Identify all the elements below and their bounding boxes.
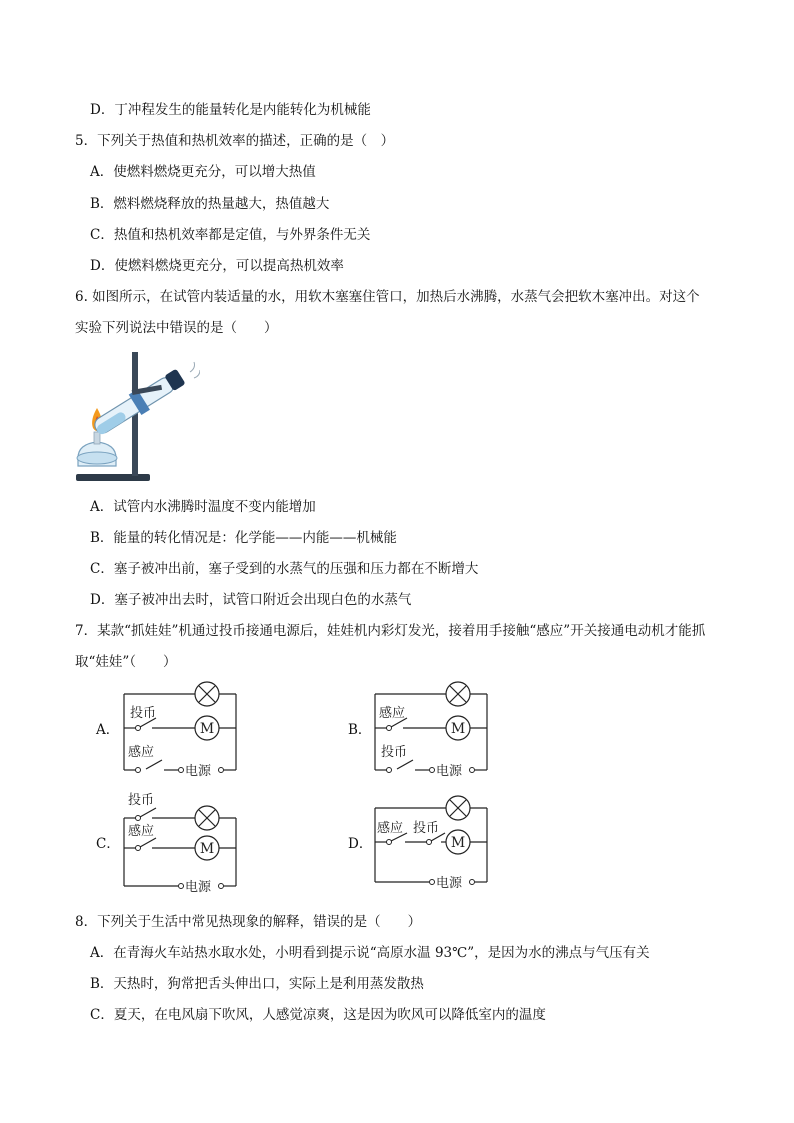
motor-symbol: M bbox=[199, 721, 215, 737]
q8-option-a: A．在青海火车站热水取水处，小明看到提示说“高原水温 93℃”，是因为水的沸点与气压有关 bbox=[90, 945, 650, 961]
q8-option-b: B．天热时，狗常把舌头伸出口，实际上是利用蒸发散热 bbox=[90, 976, 424, 992]
q7-stem-line1: 7．某款“抓娃娃”机通过投币接通电源后，娃娃机内彩灯发光，接着用手接触“感应”开关接通电动机才能抓 bbox=[75, 623, 706, 639]
coin-switch-label: 投币 bbox=[413, 821, 440, 836]
q8-stem: 8．下列关于生活中常见热现象的解释，错误的是（ ） bbox=[75, 914, 422, 930]
sense-switch-label: 感应 bbox=[377, 821, 404, 836]
power-label: 电源 bbox=[436, 764, 463, 779]
circuit-diagram-d bbox=[369, 790, 499, 895]
circuit-c-label: C． bbox=[96, 836, 120, 852]
sense-switch-label: 感应 bbox=[128, 745, 155, 760]
q8-option-c: C．夏天，在电风扇下吹风，人感觉凉爽，这是因为吹风可以降低室内的温度 bbox=[90, 1007, 546, 1023]
power-label: 电源 bbox=[436, 876, 463, 891]
coin-switch-label: 投币 bbox=[130, 706, 157, 721]
q4-option-d: D．丁冲程发生的能量转化是内能转化为机械能 bbox=[90, 102, 371, 118]
q5-option-b: B．燃料燃烧释放的热量越大，热值越大 bbox=[90, 196, 330, 212]
q6-option-a: A．试管内水沸腾时温度不变内能增加 bbox=[90, 499, 316, 515]
q6-stem-line1: 6. 如图所示，在试管内装适量的水，用软木塞塞住管口，加热后水沸腾，水蒸气会把软木塞冲出。对这个 bbox=[75, 289, 700, 305]
coin-switch-label: 投币 bbox=[128, 793, 155, 808]
motor-symbol: M bbox=[199, 841, 215, 857]
motor-symbol: M bbox=[450, 835, 466, 851]
motor-symbol: M bbox=[450, 721, 466, 737]
q5-option-c: C．热值和热机效率都是定值，与外界条件无关 bbox=[90, 227, 371, 243]
q6-option-d: D．塞子被冲出去时，试管口附近会出现白色的水蒸气 bbox=[90, 592, 412, 608]
sense-switch-label: 感应 bbox=[128, 824, 155, 839]
q5-option-d: D．使燃料燃烧更充分，可以提高热机效率 bbox=[90, 258, 344, 274]
q5-option-a: A．使燃料燃烧更充分，可以增大热值 bbox=[90, 164, 316, 180]
test-tube-apparatus-figure bbox=[70, 348, 200, 488]
q6-option-b: B．能量的转化情况是：化学能——内能——机械能 bbox=[90, 530, 397, 546]
q7-stem-line2: 取“娃娃”（ ） bbox=[75, 654, 177, 670]
q5-stem: 5．下列关于热值和热机效率的描述，正确的是（ ） bbox=[75, 133, 395, 149]
circuit-a-label: A． bbox=[96, 722, 120, 738]
power-label: 电源 bbox=[185, 764, 212, 779]
circuit-diagram-b bbox=[369, 680, 499, 780]
q6-option-c: C．塞子被冲出前，塞子受到的水蒸气的压强和压力都在不断增大 bbox=[90, 561, 479, 577]
q6-stem-line2: 实验下列说法中错误的是（ ） bbox=[75, 320, 278, 336]
sense-switch-label: 感应 bbox=[379, 706, 406, 721]
circuit-d-label: D． bbox=[348, 836, 373, 852]
power-label: 电源 bbox=[185, 880, 212, 895]
circuit-b-label: B． bbox=[348, 722, 372, 738]
circuit-diagram-a bbox=[118, 680, 248, 780]
coin-switch-label: 投币 bbox=[381, 745, 408, 760]
circuit-diagram-c bbox=[118, 790, 248, 895]
